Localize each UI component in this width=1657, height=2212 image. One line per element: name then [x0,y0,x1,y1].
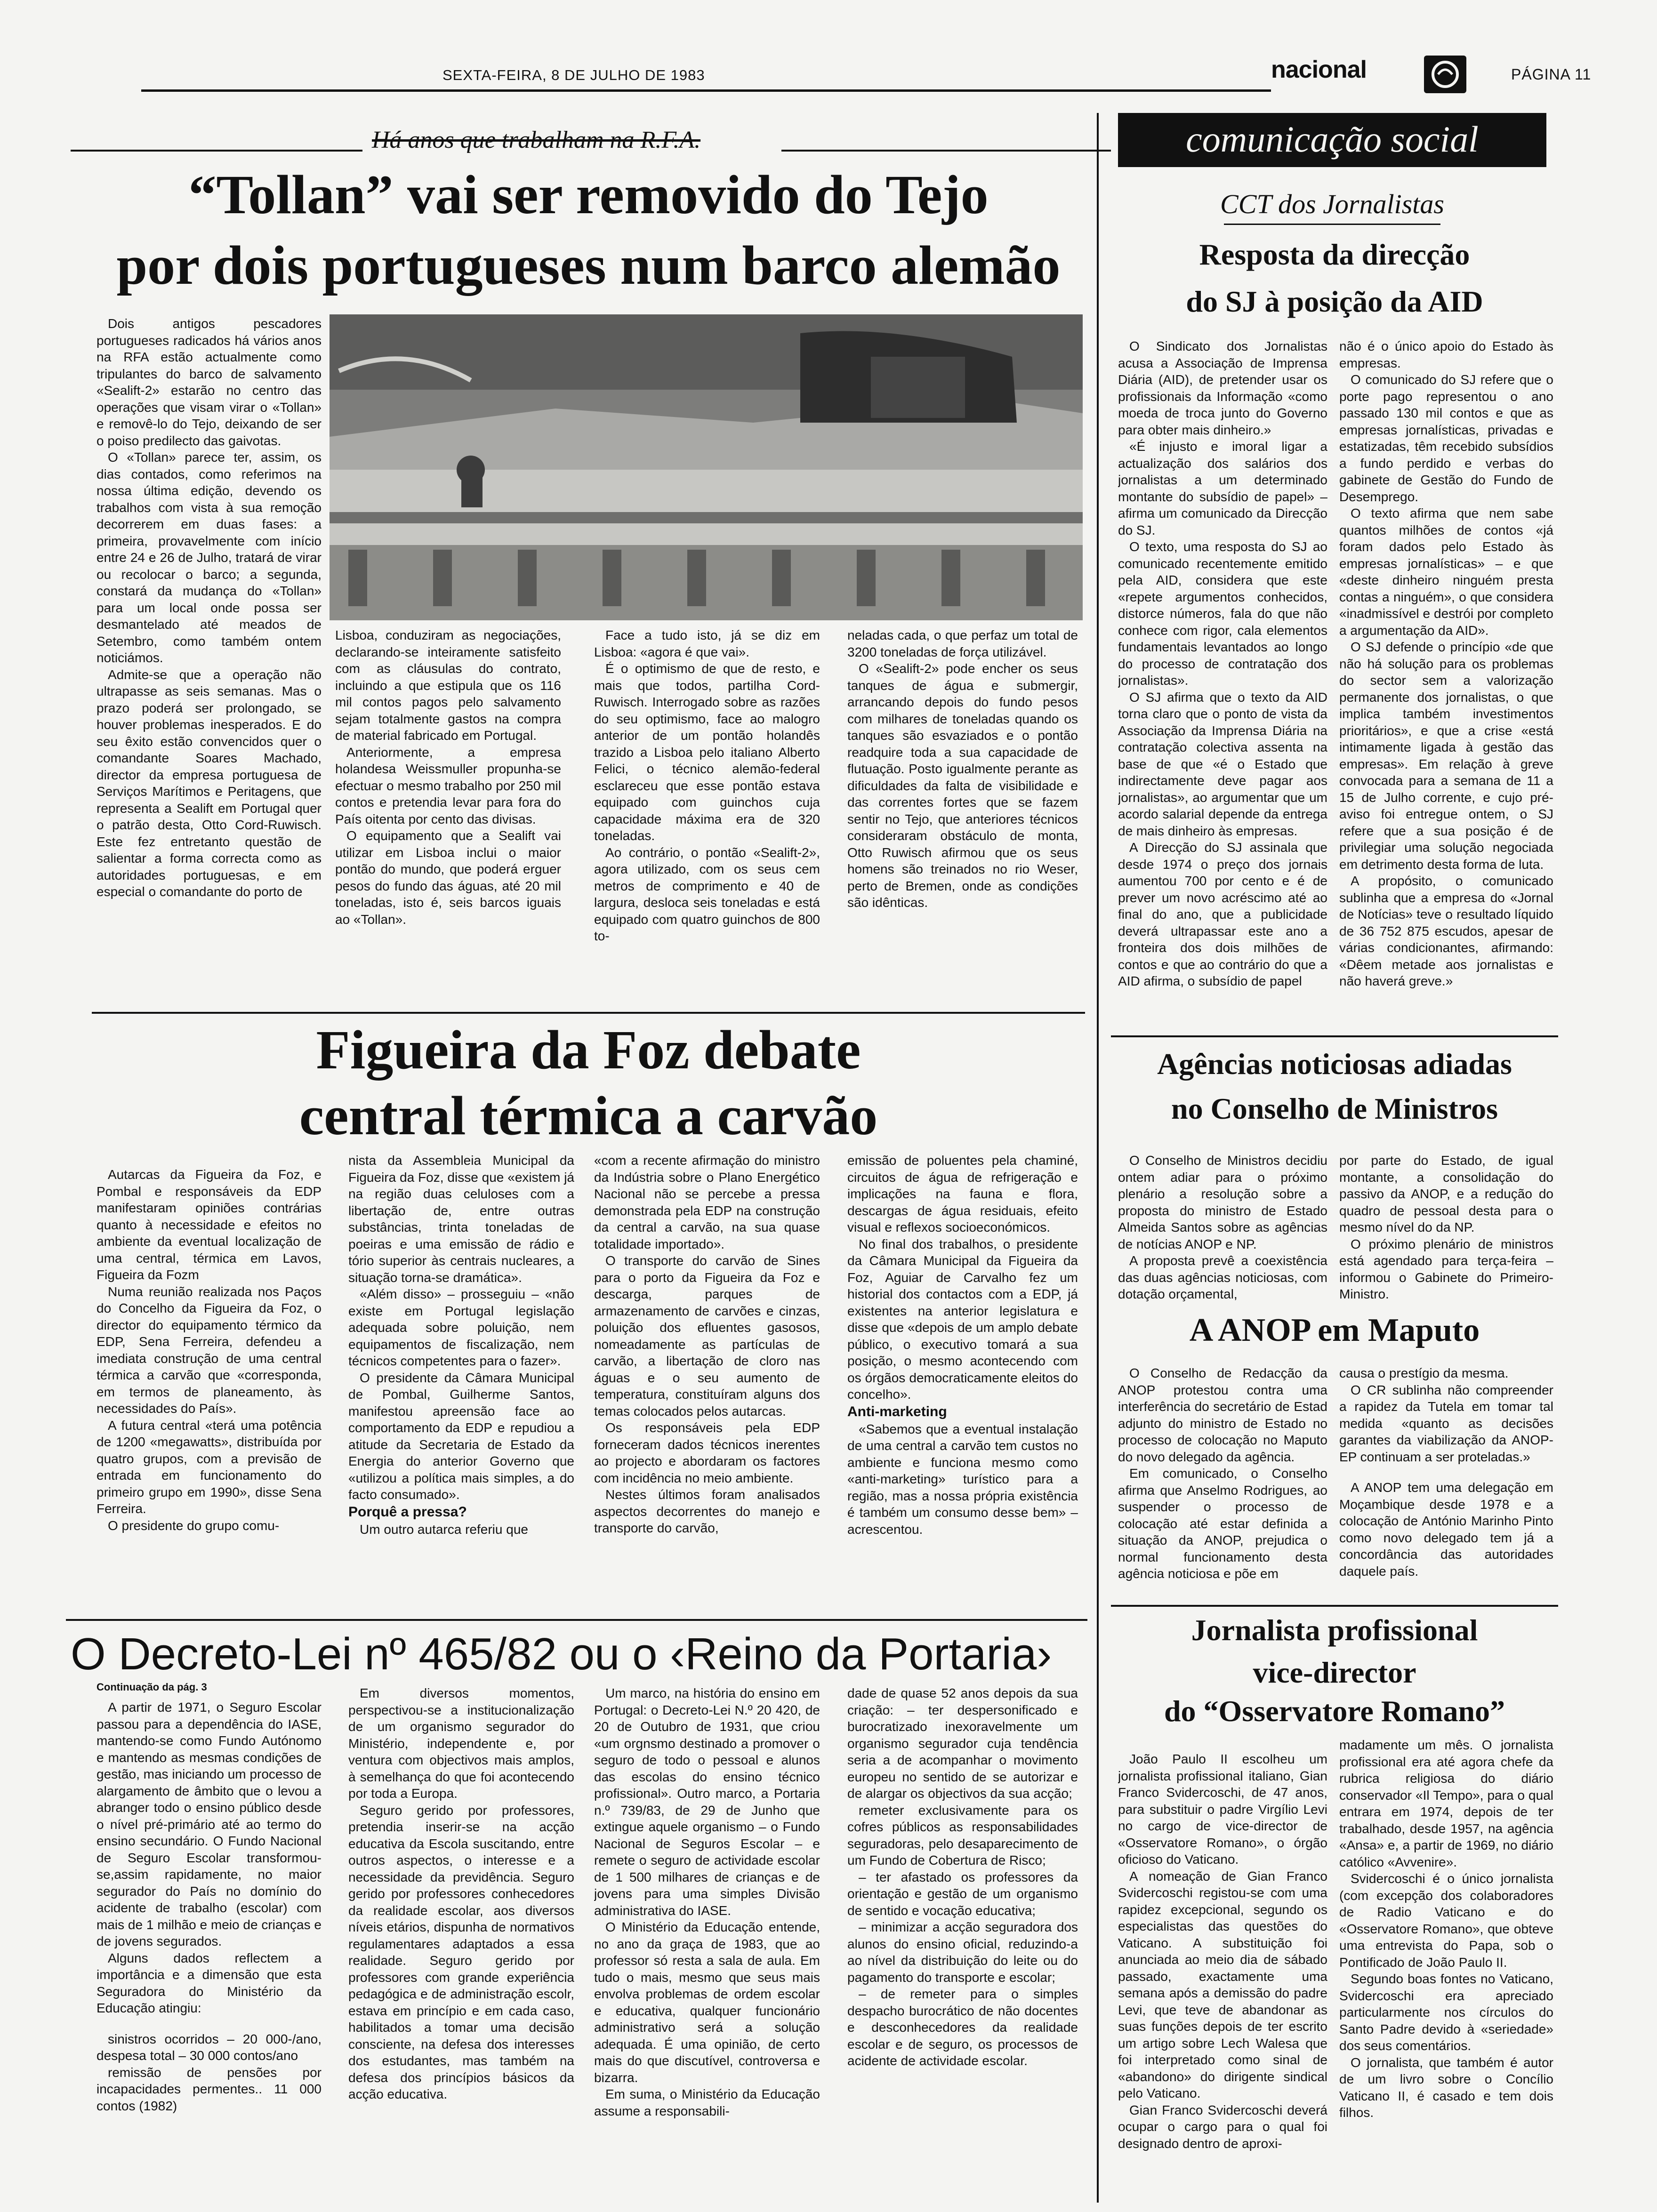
agencias-col-2 [1339,1152,1553,1307]
paragraph: A nomeação de Gian Franco Svidercoschi registou-se com uma rapidez excepcional, segundo os especialistas das questões do Vaticano. A substituição foi anunciada ao meio dia de sábado passado, exactamente uma semana após a demissão do padre Levi, que teve de abandonar as suas funções depois de ter escrito um artigo sobre Lech Walesa que foi interpretado como sinal de «abandono» do dirigente sindical pelo Vaticano. [1118,1868,1327,2100]
paragraph: sinistros ocorridos – 20 000-/ano, despesa total – 30 000 contos/ano [97,2031,322,2063]
paragraph: A proposta prevê a coexistência das duas agências noticiosas, com dotação orçamental, [1118,1253,1327,1301]
paragraph: O transporte do carvão de Sines para o porto da Figueira da Foz e descarga, parques de armazenamento de carvões e cinzas, poluição dos efluentes gasosos, nomeadamente as partículas de carvão, a libertação de cloro nas águas e o seu aumento de temperatura, constituíram alguns dos temas colocados pelos autarcas. [594,1253,820,1419]
section-kicker-rule [1224,224,1440,225]
paragraph: Em comunicado, o Conselho afirma que Anselmo Rodrigues, ao suspender o processo de colocação até estar definida a situação da ANOP, prejudica o normal funcionamento desta agência noticiosa e põe em [1118,1466,1327,1581]
anop-headline: A ANOP em Maputo [1189,1312,1480,1348]
paragraph: Alguns dados reflectem a importância e a dimensão que esta Seguradora do Ministério da Educação atingiu: [97,1950,322,2015]
page-date: SEXTA-FEIRA, 8 DE JULHO DE 1983 [442,67,705,83]
resposta-headline-1: Resposta da direcção [1199,238,1470,271]
tollan-headline-1: “Tollan” vai ser removido do Tejo [188,164,989,225]
paragraph: «É injusto e imoral ligar a actualização dos salários dos jornalistas a um determinado montante do subsídio de papel» – afirma um comunicado da Direcção do SJ. [1118,439,1327,537]
subhead: Anti-marketing [847,1403,947,1419]
decreto-col-1 [97,1699,322,2207]
resposta-col-1 [1118,338,1327,1034]
paragraph: Um marco, na história do ensino em Portugal: o Decreto-Lei N.º 20 420, de 20 de Outubro de 1931, que criou «um orgnsmo destinado a promover o seguro de todo o pessoal e alunos das escolas do ensino técnico profissional». Outro marco, a Portaria n.º 739/83, de 29 de Junho que extingue aquele organismo – o Fundo Nacional de Seguros Escolar – e remete o seguro de actividade escolar de 1 500 milhares de crianças e de jovens para uma simples Divisão administrativa do IASE. [594,1686,820,1918]
jornalista-col-1 [1118,1751,1327,2203]
tollan-col-4 [847,627,1078,1013]
figueira-col-4 [847,1152,1078,1627]
tollan-col-3 [594,627,820,1013]
decreto-col-4 [847,1685,1078,2207]
figueira-col-2 [348,1152,574,1627]
paragraph: O equipamento que a Sealift vai utilizar em Lisboa inclui o maior pontão do mundo, que poderá erguer pesos do fundo das águas, até 20 mil toneladas, isto é, seis barcos iguais ao «Tollan». [335,828,561,927]
paragraph: A futura central «terá uma potência de 1200 «megawatts», distribuída por quatro grupos, com a previsão de entrada em funcionamento do primeiro grupo em 1990», disse Sena Ferreira. [97,1418,322,1516]
paragraph: neladas cada, o que perfaz um total de 3200 toneladas de força utilizável. [847,628,1078,659]
figueira-headline-2: central térmica a carvão [299,1085,878,1146]
column-divider [1097,113,1099,2203]
jornalista-headline-3: do “Osservatore Romano” [1164,1694,1505,1728]
paragraph: remissão de pensões por incapacidades permentes.. 11 000 contos (1982) [97,2065,322,2113]
paragraph: Um outro autarca referiu que [360,1522,528,1537]
jornalista-headline-1: Jornalista profissional [1191,1613,1478,1647]
resposta-col-2 [1339,338,1553,1034]
paragraph: emissão de poluentes pela chaminé, circuitos de água de refrigeração e implicações na fauna e flora, descargas de água residuais, efeito visual e reflexos socioeconómicos. [847,1153,1078,1234]
figueira-bottom-rule [66,1619,1087,1621]
section-kicker: CCT dos Jornalistas [1220,189,1444,219]
tollan-kicker: Há anos que trabalham na R.F.A. [372,127,701,153]
paragraph: «Além disso» – prosseguiu – «não existe em Portugal legislação adequada sobre poluição, nem equipamentos de fiscalização, nem técnicos competentes para o fazer». [348,1287,574,1368]
section-banner-text: comunicação social [1186,119,1479,160]
paragraph: Lisboa, conduziram as negociações, declarando-se inteiramente satisfeito com as cláusulas do contrato, incluindo a que estipula que os 116 mil contos pagos pelo salvamento sejam totalmente gastos na compra de material fabricado em Portugal. [335,628,561,743]
paragraph: Os responsáveis pela EDP forneceram dados técnicos inerentes ao projecto e abordaram os factores com incidência no meio ambiente. [594,1420,820,1485]
tollan-col-2 [335,627,561,1013]
paragraph: No final dos trabalhos, o presidente da Câmara Municipal da Figueira da Foz, Aguiar de Carvalho fez um historial dos contactos com a EDP, já existentes na anterior legislatura e disse que «depois de um amplo debate público, o executivo tomará a sua posição, o mesmo acontecendo com os órgãos democraticamente eleitos do concelho». [847,1236,1078,1402]
paragraph: O próximo plenário de ministros está agendado para terça-feira – informou o Gabinete do Primeiro-Ministro. [1339,1236,1553,1301]
paragraph: «com a recente afirmação do ministro da Indústria sobre o Plano Energético Nacional não se percebe a pressa demonstrada pela EDP na construção da central a carvão, na sua quase totalidade importado». [594,1153,820,1251]
paragraph: A ANOP tem uma delegação em Moçambique desde 1978 e a colocação de António Marinho Pinto como novo delegado tem já a concordância das autoridades daquele país. [1339,1480,1553,1579]
anop-bottom-rule [1111,1605,1558,1607]
paragraph: O Sindicato dos Jornalistas acusa a Associação de Imprensa Diária (AID), de pretender usar os profissionais da Informação «como moeda de troca junto do Governo para obter mais dinheiro.» [1118,339,1327,437]
figueira-headline-1: Figueira da Foz debate [316,1019,861,1081]
subhead: Porquê a pressa? [348,1504,467,1520]
decreto-col-2 [348,1685,574,2207]
paragraph: O «Sealift-2» pode encher os seus tanques de água e submergir, arrancando depois do fundo pesos com milhares de toneladas quando os tanques são esvaziados e o pontão readquire toda a sua capacidade de flutuação. Posto igualmente perante as dificuldades da falta de visibilidade e das correntes fortes que se fazem sentir no Tejo, que anteriores técnicos consideraram obstáculo de monta, Otto Ruwisch afirmou que os seus homens são treinados no rio Weser, perto de Bremen, onde as condições são idênticas. [847,661,1078,910]
resposta-bottom-rule [1111,1035,1558,1037]
paragraph: – ter afastado os professores da orientação e gestão de um organismo de sentido e vocação educativa; [847,1869,1078,1918]
paragraph: por parte do Estado, de igual montante, a consolidação do passivo da ANOP, e a redução do quadro de pessoal desta para o mesmo nível do da NP. [1339,1153,1553,1234]
jornalista-headline-2: vice-director [1253,1656,1416,1689]
paragraph: nista da Assembleia Municipal da Figueira da Foz, disse que «existem já na região duas celuloses com a libertação de, entre outras substâncias, trinta toneladas de poeiras e uma emissão de rádio e tório superior às centrais nucleares, a situação torna-se dramática». [348,1153,574,1285]
paragraph: Admite-se que a operação não ultrapasse as seis semanas. Mas o prazo poderá ser prolongado, se houver problemas inesperados. E do seu êxito estão convencidos quer o comandante Soares Machado, director da empresa portuguesa de Serviços Marítimos e Peritagens, que representa a Sealift em Portugal quer o patrão desta, Otto Cord-Ruwisch. Este fez entretanto questão de salientar a forma correcta como as autoridades portuguesas, e em especial o comandante do porto de [97,667,322,899]
paragraph: A partir de 1971, o Seguro Escolar passou para a dependência do IASE, mantendo-se como Fundo Autónomo e mantendo as mesmas condições de gestão, mas iniciando um processo de alargamento de âmbito que o levou a abranger todo o ensino público desde o nível pré-primário até ao termo do ensino secundário. O Fundo Nacional de Seguro Escolar transformou-se,assim rapidamente, no maior segurador do País no domínio do acidente de trabalho (escolar) com mais de 1 milhão e meio de crianças e de jovens segurados. [97,1700,322,1948]
paragraph: Em suma, o Ministério da Educação assume a responsabili- [594,2087,820,2118]
resposta-headline-2: do SJ à posição da AID [1186,285,1483,318]
paragraph: Segundo boas fontes no Vaticano, Svidercoschi era apreciado particularmente nos círculos do Santo Padre devido à «seriedade» dos seus comentários. [1339,1972,1553,2053]
paragraph: Numa reunião realizada nos Paços do Concelho da Figueira da Foz, o director do equipamento térmico da EDP, Sena Ferreira, defendeu a imediata construção de uma central térmica a carvão que «corresponda, em termos de planeamento, às necessidades do País». [97,1284,322,1416]
decreto-col-3 [594,1685,820,2207]
tollan-headline-2: por dois portugueses num barco alemão [116,234,1061,296]
paragraph: O texto, uma resposta do SJ ao comunicado recentemente emitido pela AID, considera que este «repete argumentos conhecidos, distorce números, fala do que não conhece com rigor, cala elementos fundamentais levantados ao longo do processo de contratação dos jornalistas». [1118,539,1327,688]
paragraph: Face a tudo isto, já se diz em Lisboa: «agora é que vai». [594,628,820,659]
paragraph: O jornalista, que também é autor de um livro sobre o Concílio Vaticano II, é casado e tem dois filhos. [1339,2055,1553,2120]
paragraph: O comunicado do SJ refere que o porte pago representou o ano passado 130 mil contos e que as empresas jornalísticas, privadas e estatizadas, têm recebido subsídios a fundo perdido e verbas do gabinete de Gestão do Fundo de Desemprego. [1339,372,1553,504]
paragraph: Seguro gerido por professores, pretendia inserir-se na acção educativa da Escola suscitando, entre outros aspectos, o interesse e a necessidade da previdência. Seguro gerido por professores conhecedores da realidade escolar, aos diversos níveis etários, dispunha de normativos regulamentares adaptados a essa realidade. Seguro gerido por professores com grande experiência pedagógica e de administração escolr, estava em princípio e em cada caso, habilitados a tomar uma decisão consciente, na defesa dos interesses dos estudantes, mas também na defesa dos princípios básicos da acção educativa. [348,1803,574,2101]
paragraph: O Conselho de Ministros decidiu ontem adiar para o próximo plenário a resolução sobre a proposta do ministro de Estado Almeida Santos sobre as agências de notícias ANOP e NP. [1118,1153,1327,1251]
jornalista-col-2 [1339,1737,1553,2203]
paragraph: É o optimismo de que de resto, e mais que todos, partilha Cord-Ruwisch. Interrogado sobre as razões do seu optimismo, face ao malogro anterior de um pontão holandês trazido a Lisboa pelo italiano Alberto Felici, o técnico alemão-federal esclareceu que esse pontão estava equipado com guinchos cuja capacidade máxima era de 320 toneladas. [594,661,820,843]
kicker-rule-right [781,150,1111,152]
tollan-col-1 [97,315,322,1012]
paragraph: O Ministério da Educação entende, no ano da graça de 1983, que ao professor só resta a sala de aula. Em tudo o mais, mesmo que seus mais envolva problemas de ordem escolar e educativa, qualquer funcionário administrativo será a solução adequada. É uma opinião, de certo mais do que discutível, controversa e bizarra. [594,1920,820,2085]
paragraph: O CR sublinha não compreender a rapidez da Tutela em tomar tal medida «quanto as decisões garantes da viabilização da ANOP-EP continuam a ser proteladas.» [1339,1382,1553,1464]
tollan-bottom-rule [92,1012,1085,1014]
paragraph: dade de quase 52 anos depois da sua criação: – ter despersonificado e burocratizado inexoravelmente um organismo segurador cuja tendência seria a de acompanhar o movimento europeu no sentido de se autorizar e de alargar os objectivos da sua acção; [847,1686,1078,1801]
paragraph: A propósito, o comunicado sublinha que a empresa do «Jornal de Notícias» teve o resultado líquido de 36 752 875 escudos, apesar de várias condicionantes, afirmando: «Dêem metade aos jornalistas e não haverá greve.» [1339,874,1553,988]
paragraph: O SJ afirma que o texto da AID torna claro que o ponto de vista da Associação da Imprensa Diária na contratação colectiva assenta na base de que «é o Estado que indirectamente deve pagar aos jornalistas», ao argumentar que um acordo salarial depende da entrega de mais dinheiro às empresas. [1118,689,1327,838]
paragraph: João Paulo II escolheu um jornalista profissional italiano, Gian Franco Svidercoschi, de 47 anos, para substituir o padre Virgílio Levi no cargo de vice-director de «Osservatore Romano», o órgão oficioso do Vaticano. [1118,1752,1327,1867]
paragraph: causa o prestígio da mesma. [1339,1366,1509,1380]
paragraph: Anteriormente, a empresa holandesa Weissmuller propunha-se efectuar o mesmo trabalho por 250 mil contos e pretendia levar para fora do País oitenta por cento das divisas. [335,745,561,826]
paragraph: A Direcção do SJ assinala que desde 1974 o preço dos jornais aumentou 700 por cento e é de prever um novo acréscimo até ao final do ano, que a publicidade deverá ultrapassar este ano a fronteira dos dois milhões de contos e que ao contrário do que a AID afirma, o subsídio de papel [1118,840,1327,988]
decreto-continuation: Continuação da pág. 3 [97,1681,207,1693]
paragraph: O presidente do grupo comu- [108,1518,280,1533]
paragraph: O Conselho de Redacção da ANOP protestou contra uma interferência do secretário de Estad adjunto do ministro de Estado no processo de colocação no Maputo do novo delegado da agência. [1118,1366,1327,1464]
anop-col-1 [1118,1365,1327,1614]
paragraph: madamente um mês. O jornalista profissional era até agora chefe da rubrica religiosa do diário conservador «Il Tempo», para o qual entrara em 1974, depois de ter trabalhado, desde 1957, na agência «Ansa» e, a partir de 1969, no diário católico «Avvenire». [1339,1738,1553,1869]
paragraph: Svidercoschi é o único jornalista (com excepção dos colaboradores de Radio Vaticano e do «Osservatore Romano», que obteve uma entrevista do Papa, sob o Pontificado de João Paulo II. [1339,1871,1553,1970]
ship-photo-image [330,314,1083,620]
paper-name: nacional [1271,56,1367,83]
paragraph: Dois antigos pescadores portugueses radicados há vários anos na RFA estão actualmente como tripulantes do barco de salvamento «Sealift-2» estarão no centro das operações que visam virar o «Tollan» e removê-lo do Tejo, deixando de ser o poiso predilecto das gaivotas. [97,316,322,448]
paragraph: O SJ defende o princípio «de que não há solução para os problemas do sector sem a valorização permanente dos jornalistas, o que implica também investimentos prioritários», e que a crise «está intimamente ligada à gestão das empresas». Em relação à greve convocada para a semana de 11 a 15 de Julho corrente, e cujo pré-aviso foi entregue ontem, o SJ refere que a sua posição é de privilegiar uma solução negociada em detrimento desta forma de luta. [1339,640,1553,872]
paragraph: O «Tollan» parece ter, assim, os dias contados, como referimos na nossa última edição, devendo os trabalhos com vista à sua remoção decorrerem em duas fases: a primeira, provavelmente com início entre 24 e 26 de Julho, tratará de virar ou recolocar o barco; a segunda, constará da mudança do «Tollan» para um local onde possa ser desmantelado até meados de Setembro, como também ontem noticiámos. [97,450,322,665]
masthead-rule [141,89,1271,92]
paragraph: – de remeter para o simples despacho burocrático de não docentes e desconhecedores da realidade escolar e de seguro, os processos de acidente de actividade escolar. [847,1987,1078,2068]
paragraph: Nestes últimos foram analisados aspectos decorrentes do manejo e transporte do carvão, [594,1487,820,1535]
tollan-photo [330,314,1083,620]
paragraph: Ao contrário, o pontão «Sealift-2», agora utilizado, com os seus cem metros de comprimento e 40 de largura, desloca seis toneladas e está equipado com quatro guinchos de 800 to- [594,845,820,943]
paragraph: Autarcas da Figueira da Foz, e Pombal e responsáveis da EDP manifestaram opiniões contrárias quanto à necessidade e efeitos no ambiente da eventual localização de uma central, térmica em Lavos, Figueira da Fozm [97,1167,322,1282]
paragraph: não é o único apoio do Estado às empresas. [1339,339,1553,370]
anop-col-2 [1339,1365,1553,1614]
agencias-headline-2: no Conselho de Ministros [1171,1092,1498,1125]
paragraph: remeter exclusivamente para os cofres públicos as responsabilidades seguradoras, pelo desaparecimento de um Fundo de Cobertura de Risco; [847,1803,1078,1867]
paragraph: – minimizar a acção seguradora dos alunos do ensino oficial, reduzindo-a ao nível da distribuição do leite ou do pagamento do transporte e escolar; [847,1920,1078,1985]
paper-logo-icon [1424,56,1466,93]
paragraph: Em diversos momentos, perspectivou-se a institucionalização de um organismo segurador do Ministério, independente e, por ventura com objectivos mais amplos, à semelhança do que foi acontecendo por toda a Europa. [348,1686,574,1801]
agencias-headline-1: Agências noticiosas adiadas [1157,1047,1512,1081]
decreto-headline: O Decreto-Lei nº 465/82 ou o ‹Reino da Portaria› [71,1629,1052,1679]
paragraph: O presidente da Câmara Municipal de Pombal, Guilherme Santos, manifestou apreensão face ao comportamento da EDP e repudiou a atitude da Secretaria de Estado da Energia do anterior Governo que «utilizou a política mais simples, a do facto consumado». [348,1370,574,1502]
paragraph: «Sabemos que a eventual instalação de uma central a carvão tem custos no ambiente e funciona mesmo como «anti-marketing» turístico para a região, mas a nossa própria existência é também um consumo desse bem» – acrescentou. [847,1421,1078,1537]
agencias-col-1 [1118,1152,1327,1307]
figueira-col-3 [594,1152,820,1627]
figueira-col-1 [97,1166,322,1627]
paragraph: O texto afirma que nem sabe quantos milhões de contos «já foram dados pelo Estado às empresas jornalísticas» – e que «deste dinheiro ninguém presta contas a ninguém», o que considera «inadmissível e destrói por completo a argumentação da AID». [1339,506,1553,638]
kicker-rule-left [71,150,362,152]
page-number: PÁGINA 11 [1511,66,1592,83]
paragraph: Gian Franco Svidercoschi deverá ocupar o cargo para o qual foi designado dentro de aproxi- [1118,2102,1327,2151]
